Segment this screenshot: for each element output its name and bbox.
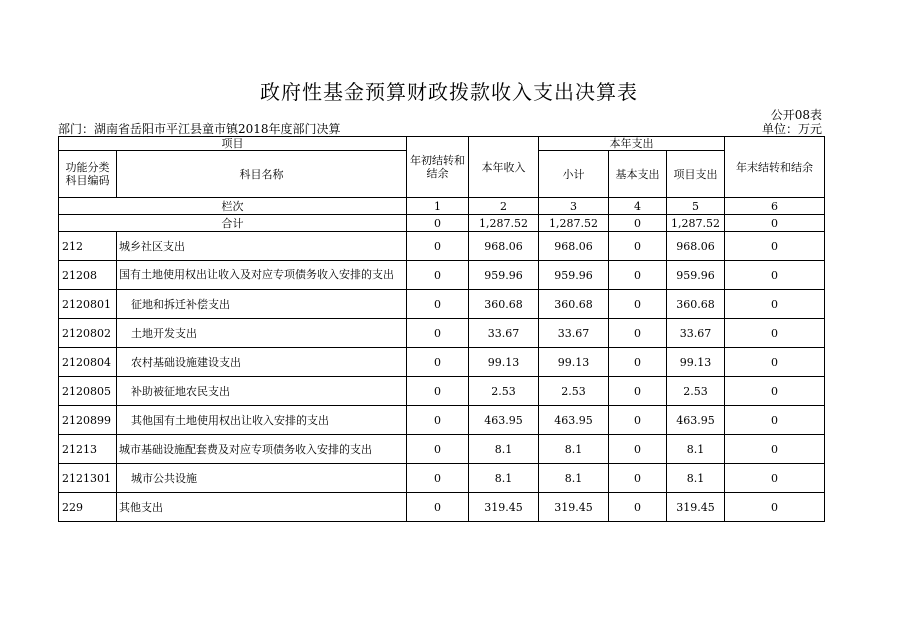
- row-project: 99.13: [667, 348, 725, 377]
- row-name: 城市公共设施: [117, 464, 407, 493]
- row-subtotal: 99.13: [539, 348, 609, 377]
- table-row: [59, 464, 825, 493]
- row-name: 补助被征地农民支出: [117, 377, 407, 406]
- table-row: [59, 406, 825, 435]
- row-income: 2.53: [469, 377, 539, 406]
- row-name: 征地和拆迁补偿支出: [117, 290, 407, 319]
- column-number-row: [59, 198, 825, 215]
- row-income: 968.06: [469, 232, 539, 261]
- report-title: 政府性基金预算财政拨款收入支出决算表: [260, 80, 638, 104]
- row-name: 城市基础设施配套费及对应专项债务收入安排的支出: [117, 435, 407, 464]
- header-project: 项目: [59, 137, 407, 151]
- row-basic: 0: [609, 348, 667, 377]
- row-project: 2.53: [667, 377, 725, 406]
- form-code: 公开08表: [770, 108, 822, 122]
- column-number: 3: [539, 198, 609, 215]
- row-closing: 0: [725, 377, 825, 406]
- row-opening: 0: [407, 435, 469, 464]
- header-income: 本年收入: [469, 137, 539, 198]
- header-expenditure: 本年支出: [539, 137, 725, 151]
- table-row: [59, 261, 825, 290]
- row-opening: 0: [407, 406, 469, 435]
- row-subtotal: 2.53: [539, 377, 609, 406]
- row-income: 99.13: [469, 348, 539, 377]
- header-func-code: 功能分类科目编码: [59, 151, 117, 198]
- row-name: 其他支出: [117, 493, 407, 522]
- row-code: 21208: [59, 261, 117, 290]
- table-row: [59, 319, 825, 348]
- row-income: 33.67: [469, 319, 539, 348]
- column-number-label: 栏次: [59, 198, 407, 215]
- row-subtotal: 360.68: [539, 290, 609, 319]
- row-code: 21213: [59, 435, 117, 464]
- row-name: 城乡社区支出: [117, 232, 407, 261]
- total-income: 1,287.52: [469, 215, 539, 232]
- row-income: 360.68: [469, 290, 539, 319]
- row-closing: 0: [725, 406, 825, 435]
- row-opening: 0: [407, 464, 469, 493]
- total-basic: 0: [609, 215, 667, 232]
- row-code: 2121301: [59, 464, 117, 493]
- row-closing: 0: [725, 290, 825, 319]
- row-opening: 0: [407, 261, 469, 290]
- header-project-exp: 项目支出: [667, 151, 725, 198]
- table-row: [59, 377, 825, 406]
- row-subtotal: 33.67: [539, 319, 609, 348]
- row-subtotal: 968.06: [539, 232, 609, 261]
- row-code: 2120899: [59, 406, 117, 435]
- row-project: 959.96: [667, 261, 725, 290]
- row-opening: 0: [407, 319, 469, 348]
- row-project: 360.68: [667, 290, 725, 319]
- row-basic: 0: [609, 406, 667, 435]
- row-closing: 0: [725, 493, 825, 522]
- row-closing: 0: [725, 435, 825, 464]
- row-subtotal: 8.1: [539, 464, 609, 493]
- row-name: 农村基础设施建设支出: [117, 348, 407, 377]
- row-opening: 0: [407, 290, 469, 319]
- row-code: 212: [59, 232, 117, 261]
- row-subtotal: 319.45: [539, 493, 609, 522]
- column-number: 5: [667, 198, 725, 215]
- row-income: 959.96: [469, 261, 539, 290]
- table-row: [59, 348, 825, 377]
- row-basic: 0: [609, 377, 667, 406]
- header-subject-name: 科目名称: [117, 151, 407, 198]
- column-number: 4: [609, 198, 667, 215]
- column-number: 6: [725, 198, 825, 215]
- total-row: [59, 215, 825, 232]
- row-closing: 0: [725, 261, 825, 290]
- total-opening: 0: [407, 215, 469, 232]
- total-project: 1,287.52: [667, 215, 725, 232]
- header-basic: 基本支出: [609, 151, 667, 198]
- row-income: 8.1: [469, 435, 539, 464]
- row-name: 其他国有土地使用权出让收入安排的支出: [117, 406, 407, 435]
- row-code: 2120805: [59, 377, 117, 406]
- table-row: [59, 435, 825, 464]
- table-row: [59, 493, 825, 522]
- department-label: 部门：湖南省岳阳市平江县童市镇2018年度部门决算: [58, 122, 341, 136]
- row-name: 国有土地使用权出让收入及对应专项债务收入安排的支出: [117, 261, 407, 290]
- row-code: 2120801: [59, 290, 117, 319]
- row-opening: 0: [407, 348, 469, 377]
- row-project: 8.1: [667, 464, 725, 493]
- row-basic: 0: [609, 232, 667, 261]
- row-closing: 0: [725, 319, 825, 348]
- row-code: 2120804: [59, 348, 117, 377]
- row-closing: 0: [725, 232, 825, 261]
- row-basic: 0: [609, 435, 667, 464]
- row-basic: 0: [609, 493, 667, 522]
- table-row: [59, 232, 825, 261]
- row-income: 8.1: [469, 464, 539, 493]
- column-number: 2: [469, 198, 539, 215]
- row-income: 319.45: [469, 493, 539, 522]
- column-number: 1: [407, 198, 469, 215]
- row-closing: 0: [725, 348, 825, 377]
- header-closing-balance: 年末结转和结余: [725, 137, 825, 198]
- budget-table: [58, 136, 825, 522]
- row-project: 319.45: [667, 493, 725, 522]
- row-project: 33.67: [667, 319, 725, 348]
- row-basic: 0: [609, 464, 667, 493]
- row-project: 463.95: [667, 406, 725, 435]
- row-code: 2120802: [59, 319, 117, 348]
- row-opening: 0: [407, 232, 469, 261]
- row-subtotal: 959.96: [539, 261, 609, 290]
- row-basic: 0: [609, 319, 667, 348]
- row-basic: 0: [609, 290, 667, 319]
- row-basic: 0: [609, 261, 667, 290]
- row-project: 8.1: [667, 435, 725, 464]
- header-row-1: [59, 137, 825, 151]
- row-subtotal: 8.1: [539, 435, 609, 464]
- table-row: [59, 290, 825, 319]
- row-name: 土地开发支出: [117, 319, 407, 348]
- total-subtotal: 1,287.52: [539, 215, 609, 232]
- row-income: 463.95: [469, 406, 539, 435]
- unit-label: 单位：万元: [761, 122, 822, 136]
- row-closing: 0: [725, 464, 825, 493]
- total-label: 合计: [59, 215, 407, 232]
- header-opening-balance: 年初结转和结余: [407, 137, 469, 198]
- total-closing: 0: [725, 215, 825, 232]
- row-code: 229: [59, 493, 117, 522]
- row-opening: 0: [407, 377, 469, 406]
- row-subtotal: 463.95: [539, 406, 609, 435]
- row-project: 968.06: [667, 232, 725, 261]
- row-opening: 0: [407, 493, 469, 522]
- header-subtotal: 小计: [539, 151, 609, 198]
